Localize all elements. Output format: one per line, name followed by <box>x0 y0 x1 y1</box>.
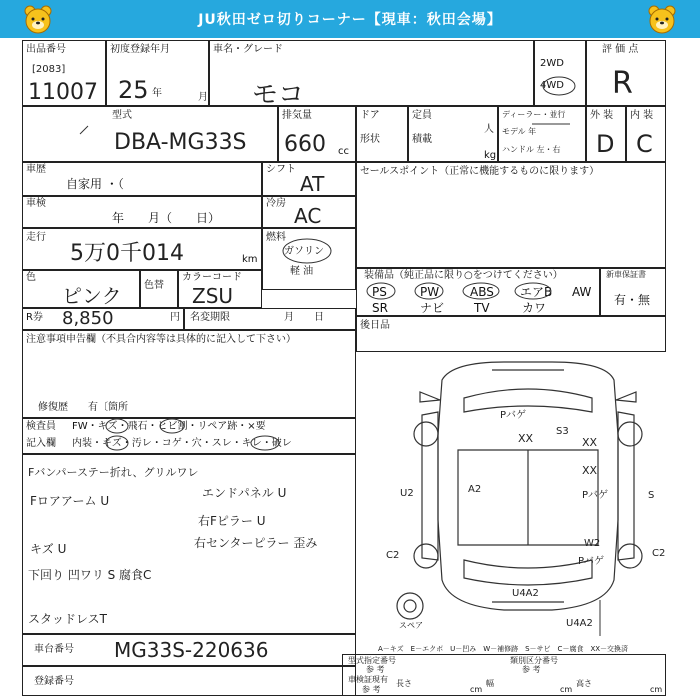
label-cc: cc <box>338 146 349 157</box>
label-reference: 参 考 <box>366 665 385 674</box>
label-history: 車歴 <box>26 164 46 175</box>
score-value: R <box>612 66 633 101</box>
diagram-mark: C2 <box>386 550 400 561</box>
lot-number: 11007 <box>28 80 98 105</box>
label-aircon: 冷房 <box>266 198 286 209</box>
r-ken-value: 8,850 <box>62 308 114 329</box>
label-reference: 参 考 <box>522 665 541 674</box>
label-exterior: 外 装 <box>590 110 614 121</box>
diagram-mark: C2 <box>652 548 666 559</box>
label-private-use: 自家用 ・（ <box>66 177 124 191</box>
label-notice: 注意事項申告欄（不具合内容等は具体的に記入して下さい） <box>26 334 296 345</box>
page-title: JU秋田ゼロ切りコーナー【現車：秋田会場】 <box>198 12 502 28</box>
diagram-mark: W2 <box>584 538 601 549</box>
label-reg-no: 登録番号 <box>34 676 74 687</box>
equip-item: PW <box>420 285 440 299</box>
label-color-change: 色替 <box>144 280 164 291</box>
reg-year: 25 <box>118 76 149 104</box>
label-cm: cm <box>650 685 663 694</box>
damage-legend: A－キズ E－エクボ U－凹み W－補修跡 S－サビ C－腐食 XX－交換済 <box>378 645 629 653</box>
cc-value: 660 <box>284 132 326 157</box>
remark: Fロアアーム U <box>30 494 110 508</box>
diagram-mark: U2 <box>400 488 414 499</box>
label-repair-history: 修復歴 有〔箇所 <box>38 402 128 413</box>
car-name: モコ <box>252 80 305 110</box>
equip-item: SR <box>372 301 388 315</box>
label-height: 高さ <box>576 679 592 688</box>
equip-item: PS <box>372 285 387 299</box>
label-color: 色 <box>26 272 36 283</box>
label-cm: cm <box>560 685 573 694</box>
label-cert: 車検証現有 <box>348 675 388 684</box>
label-km: km <box>242 254 258 265</box>
label-mileage: 走行 <box>26 232 46 243</box>
label-month: 月 <box>198 92 208 103</box>
label-entry: 記入欄 <box>26 438 56 449</box>
label-fuel: 燃料 <box>266 232 286 243</box>
spare-label: スペア <box>399 621 423 630</box>
remark: キズ U <box>30 542 67 556</box>
model-code: DBA-MG33S <box>114 130 247 155</box>
exterior-grade: D <box>596 130 615 158</box>
remark: スタッドレスT <box>28 612 107 626</box>
label-insp-ymd: 年 月（ 日） <box>112 211 221 225</box>
equip-item: エアB <box>520 285 553 299</box>
vin-value: MG33S-220636 <box>114 638 269 662</box>
bear-mascot-icon <box>646 3 678 35</box>
label-person: 人 <box>484 124 494 135</box>
label-new-warranty: 新車保証書 <box>606 270 646 279</box>
diagram-mark: A2 <box>468 484 482 495</box>
diagram-mark: Pバゲ <box>582 490 609 501</box>
label-inspector: 検査員 <box>26 421 56 432</box>
label-shape: 形状 <box>360 134 380 145</box>
diagram-mark: XX <box>518 432 534 445</box>
label-yen: 円 <box>170 312 180 323</box>
label-door: ドア <box>360 110 380 121</box>
label-sales-point: セールスポイント（正常に機能するものに限ります） <box>360 166 600 177</box>
aircon-value: AC <box>294 204 322 228</box>
label-length: 長さ <box>396 679 412 688</box>
label-cm: cm <box>470 685 483 694</box>
label-year: 年 <box>152 88 162 99</box>
label-diesel: 軽 油 <box>290 266 314 277</box>
label-model: 型式 <box>112 110 132 121</box>
label-kg: kg <box>484 150 497 161</box>
diagram-mark: U4A2 <box>512 588 539 599</box>
label-rear-seat: 後日品 <box>360 320 390 331</box>
equip-item: カワ <box>522 301 547 315</box>
label-handle: ハンドル 左・右 <box>502 145 561 154</box>
label-capacity: 定員 <box>412 110 432 121</box>
label-type-designation: 型式指定番号 <box>348 656 396 665</box>
label-gasoline: ガソリン <box>284 246 324 257</box>
label-shift: シフト <box>266 164 296 175</box>
color-value: ピンク <box>62 284 122 308</box>
label-load: 積載 <box>412 134 432 145</box>
equip-item: ABS <box>470 285 494 299</box>
interior-grade: C <box>636 130 653 158</box>
label-width: 幅 <box>486 679 494 688</box>
label-displacement: 排気量 <box>282 110 312 121</box>
remark: エンドパネル U <box>202 486 287 500</box>
label-model-year: モデル 年 <box>502 127 537 136</box>
label-expiry: 名変期限 <box>190 312 230 323</box>
diagram-mark: Pバゲ <box>500 410 527 421</box>
label-equipment: 装備品（純正品に限り○をつけてください） <box>364 270 563 281</box>
equip-item: TV <box>474 301 490 315</box>
label-name-grade: 車名・グレード <box>213 44 283 55</box>
label-yes-no: 有・無 <box>614 293 651 307</box>
label-month-day: 月 日 <box>284 312 324 323</box>
check-row-exterior: FW・キズ・飛石・ヒビ割・リペア跡・×要 <box>72 421 266 432</box>
equip-item: AW <box>572 285 592 299</box>
color-code-value: ZSU <box>192 284 234 308</box>
label-dealer: ディーラー・並行 <box>502 110 566 119</box>
label-r-ken: R券 <box>26 312 43 323</box>
handwriting-marks <box>22 40 666 696</box>
header-bar <box>0 0 700 38</box>
diagram-mark: Pバゲ <box>578 556 605 567</box>
auction-sheet <box>22 40 666 696</box>
label-first-reg: 初度登録年月 <box>110 44 170 55</box>
diagram-mark: S3 <box>556 426 569 437</box>
label-reference: 参 考 <box>362 685 381 694</box>
shift-value: AT <box>300 172 325 196</box>
mileage-value: 5万0千014 <box>70 241 184 266</box>
diagram-mark: XX <box>582 436 598 449</box>
diagram-mark: S <box>648 490 655 501</box>
remark: Fバンパーステー折れ、グリルワレ <box>28 466 199 479</box>
label-class-no: 類別区分番号 <box>510 656 558 665</box>
label-inspection: 車検 <box>26 198 46 209</box>
lot-bracket: [2083] <box>32 64 66 75</box>
remark: 下回り 凹ワリ S 腐食C <box>28 568 152 582</box>
label-2wd: 2WD <box>540 58 564 69</box>
label-lot-no: 出品番号 <box>26 44 66 55</box>
label-interior: 内 装 <box>630 110 654 121</box>
remark: 右センターピラー 歪み <box>194 536 318 550</box>
remark: 右Fピラー U <box>198 514 266 528</box>
label-4wd: 4WD <box>540 80 564 91</box>
check-row-interior: 内装・キズ・汚レ・コゲ・穴・スレ・キレ・破レ <box>72 438 292 449</box>
label-vin: 車台番号 <box>34 644 74 655</box>
label-color-code: カラーコード <box>182 272 242 283</box>
diagram-mark: XX <box>582 464 598 477</box>
diagram-mark: U4A2 <box>566 618 593 629</box>
label-score: 評 価 点 <box>602 44 639 55</box>
equip-item: ナビ <box>420 301 445 315</box>
